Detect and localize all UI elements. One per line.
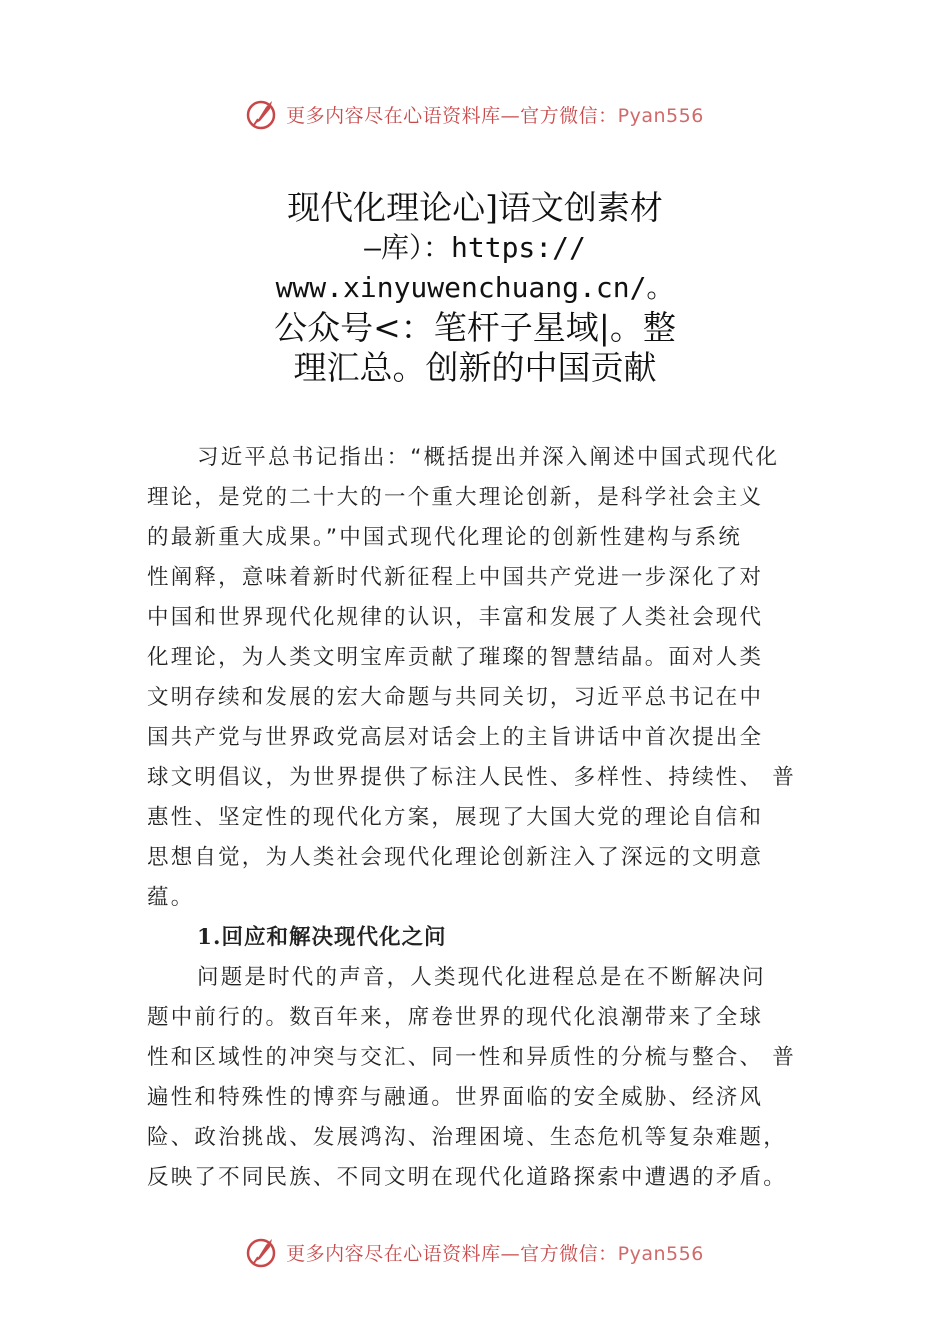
header-banner-text [286, 101, 704, 128]
footer-banner-text [286, 1239, 704, 1266]
paragraph-line: 文明存续和发展的宏大命题与共同关切，习近平总书记在中 [147, 685, 764, 710]
header-banner-label: 更多内容尽在心语资料库—官方微信： [286, 104, 618, 127]
quill-logo-icon [246, 1235, 280, 1269]
quill-logo-icon [246, 97, 280, 131]
document-title [200, 188, 750, 388]
header-wechat-account: Pyan556 [617, 104, 704, 127]
paragraph-line: 理论，是党的二十大的一个重大理论创新，是科学社会主义 [147, 485, 764, 510]
paragraph-line: 化理论，为人类文明宝库贡献了璀璨的智慧结晶。面对人类 [147, 645, 764, 670]
paragraph-line: 习近平总书记指出：“概括提出并深入阐述中国式现代化 [197, 445, 780, 470]
title-line-3: www.xinyuwenchuang.cn/。 [275, 271, 675, 304]
paragraph-line: 险、政治挑战、发展鸿沟、治理困境、生态危机等复杂难题， [147, 1125, 787, 1150]
paragraph-line: 问题是时代的声音，人类现代化进程总是在不断解决问 [197, 965, 766, 990]
paragraph-line: 思想自觉，为人类社会现代化理论创新注入了深远的文明意 [147, 845, 764, 870]
paragraph-line: 性阐释，意味着新时代新征程上中国共产党进一步深化了对 [147, 565, 764, 590]
paragraph-line: 惠性、坚定性的现代化方案，展现了大国大党的理论自信和 [147, 805, 764, 830]
paragraph-line: 蕴。 [147, 885, 195, 910]
title-line-5: 理汇总。创新的中国贡献 [293, 348, 657, 387]
footer-wechat-account: Pyan556 [617, 1242, 704, 1265]
paragraph-line: 题中前行的。数百年来，席卷世界的现代化浪潮带来了全球 [147, 1005, 764, 1030]
paragraph-line: 球文明倡议，为世界提供了标注人民性、多样性、持续性、 普 [147, 765, 796, 790]
footer-banner-label: 更多内容尽在心语资料库—官方微信： [286, 1242, 618, 1265]
paragraph-line: 遍性和特殊性的博弈与融通。世界面临的安全威胁、经济风 [147, 1085, 764, 1110]
paragraph-line: 反映了不同民族、不同文明在现代化道路探索中遭遇的矛盾。 [147, 1165, 787, 1190]
header-banner [0, 94, 950, 134]
title-line-2: —库）：https:// [364, 231, 586, 264]
section-heading: 1.回应和解决现代化之问 [197, 925, 447, 950]
paragraph-intro [147, 438, 815, 1198]
paragraph-line: 国共产党与世界政党高层对话会上的主旨讲话中首次提出全 [147, 725, 764, 750]
paragraph-line: 的最新重大成果。”中国式现代化理论的创新性建构与系统 [147, 525, 743, 550]
paragraph-line: 性和区域性的冲突与交汇、同一性和异质性的分梳与整合、 普 [147, 1045, 796, 1070]
title-line-1: 现代化理论心]语文创素材 [287, 188, 663, 227]
title-line-4: 公众号<：笔杆子星域|。整 [274, 308, 676, 347]
paragraph-line: 中国和世界现代化规律的认识，丰富和发展了人类社会现代 [147, 605, 764, 630]
footer-banner [0, 1232, 950, 1272]
